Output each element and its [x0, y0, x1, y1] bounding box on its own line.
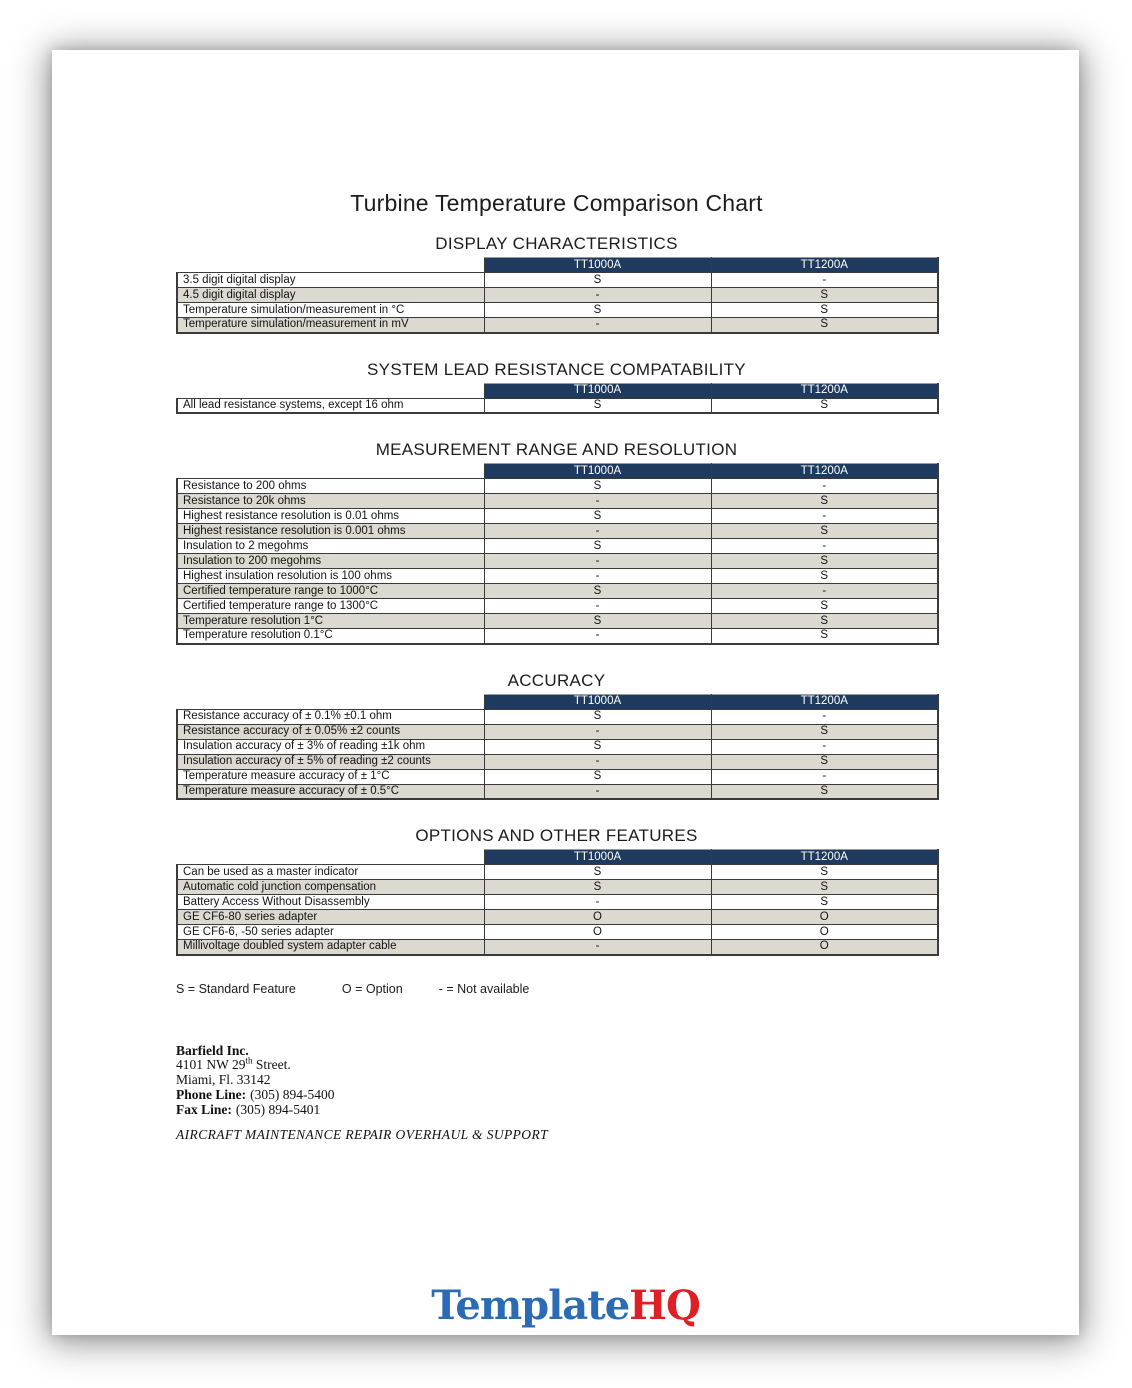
- column-header-tt1200a: TT1200A: [711, 383, 938, 398]
- table-row: [177, 925, 938, 940]
- value-cell: S: [711, 880, 938, 895]
- value-cell: S: [484, 880, 711, 895]
- legend-not-available: - = Not available: [438, 981, 530, 996]
- templatehq-logo: [52, 1282, 1079, 1329]
- value-cell: S: [711, 398, 938, 413]
- table-header-row: [177, 694, 938, 709]
- column-header-tt1000a: TT1000A: [484, 850, 711, 865]
- feature-cell: Certified temperature range to 1000°C: [177, 584, 484, 599]
- value-cell: -: [711, 509, 938, 524]
- table-row: [177, 709, 938, 724]
- comparison-table: [176, 849, 939, 956]
- value-cell: S: [711, 524, 938, 539]
- value-cell: S: [484, 584, 711, 599]
- table-row: [177, 599, 938, 614]
- table-row: [177, 303, 938, 318]
- feature-cell: Temperature resolution 0.1°C: [177, 629, 484, 644]
- document-content: [176, 50, 937, 1143]
- value-cell: S: [711, 494, 938, 509]
- value-cell: S: [711, 288, 938, 303]
- value-cell: S: [484, 539, 711, 554]
- value-cell: S: [711, 318, 938, 333]
- value-cell: O: [711, 910, 938, 925]
- value-cell: S: [711, 865, 938, 880]
- value-cell: S: [484, 709, 711, 724]
- table-row: [177, 739, 938, 754]
- section-measurement-range: [176, 440, 937, 645]
- table-header-row: [177, 464, 938, 479]
- table-row: [177, 629, 938, 644]
- comparison-table: [176, 383, 939, 415]
- table-row: [177, 288, 938, 303]
- feature-cell: 3.5 digit digital display: [177, 273, 484, 288]
- column-header-tt1000a: TT1000A: [484, 694, 711, 709]
- value-cell: -: [484, 629, 711, 644]
- legend-option: O = Option: [341, 981, 403, 996]
- table-row: [177, 539, 938, 554]
- feature-cell: Highest resistance resolution is 0.01 ohms: [177, 509, 484, 524]
- table-row: [177, 910, 938, 925]
- feature-cell: Temperature resolution 1°C: [177, 614, 484, 629]
- table-row: [177, 865, 938, 880]
- table-row: [177, 494, 938, 509]
- column-header-tt1000a: TT1000A: [484, 383, 711, 398]
- feature-cell: 4.5 digit digital display: [177, 288, 484, 303]
- table-row: [177, 509, 938, 524]
- value-cell: O: [484, 910, 711, 925]
- street-address: 4101 NW 29th Street.: [176, 1055, 291, 1073]
- document-page: [52, 50, 1079, 1335]
- address-block: [176, 1044, 937, 1118]
- value-cell: S: [484, 509, 711, 524]
- table-header-row: [177, 383, 938, 398]
- feature-cell: Automatic cold junction compensation: [177, 880, 484, 895]
- value-cell: -: [711, 739, 938, 754]
- section-heading: MEASUREMENT RANGE AND RESOLUTION: [375, 440, 738, 459]
- table-row: [177, 880, 938, 895]
- value-cell: S: [484, 865, 711, 880]
- value-cell: -: [711, 769, 938, 784]
- table-row: [177, 398, 938, 413]
- value-cell: -: [711, 709, 938, 724]
- company-tagline: AIRCRAFT MAINTENANCE REPAIR OVERHAUL & SUPPORT: [176, 1127, 549, 1143]
- value-cell: S: [484, 303, 711, 318]
- value-cell: -: [484, 524, 711, 539]
- value-cell: S: [711, 303, 938, 318]
- value-cell: S: [484, 273, 711, 288]
- corner-cell: [177, 850, 484, 865]
- feature-cell: Can be used as a master indicator: [177, 865, 484, 880]
- value-cell: -: [484, 940, 711, 955]
- value-cell: -: [484, 318, 711, 333]
- table-row: [177, 724, 938, 739]
- feature-cell: Certified temperature range to 1300°C: [177, 599, 484, 614]
- value-cell: O: [484, 925, 711, 940]
- corner-cell: [177, 694, 484, 709]
- value-cell: S: [711, 554, 938, 569]
- table-row: [177, 769, 938, 784]
- value-cell: -: [484, 569, 711, 584]
- corner-cell: [177, 464, 484, 479]
- corner-cell: [177, 258, 484, 273]
- column-header-tt1000a: TT1000A: [484, 464, 711, 479]
- table-row: [177, 318, 938, 333]
- section-accuracy: [176, 671, 937, 801]
- feature-cell: Temperature simulation/measurement in °C: [177, 303, 484, 318]
- page-title: Turbine Temperature Comparison Chart: [350, 190, 763, 216]
- table-header-row: [177, 258, 938, 273]
- value-cell: -: [711, 273, 938, 288]
- fax-line: [176, 1103, 937, 1118]
- feature-cell: Resistance to 20k ohms: [177, 494, 484, 509]
- feature-cell: Insulation to 2 megohms: [177, 539, 484, 554]
- table-row: [177, 940, 938, 955]
- value-cell: -: [484, 288, 711, 303]
- section-options-features: [176, 826, 937, 956]
- comparison-table: [176, 694, 939, 801]
- legend: [176, 982, 937, 996]
- feature-cell: GE CF6-6, -50 series adapter: [177, 925, 484, 940]
- table-row: [177, 554, 938, 569]
- phone-line: [176, 1088, 937, 1103]
- feature-cell: Resistance to 200 ohms: [177, 479, 484, 494]
- value-cell: -: [484, 554, 711, 569]
- value-cell: -: [484, 784, 711, 799]
- value-cell: S: [711, 895, 938, 910]
- column-header-tt1200a: TT1200A: [711, 694, 938, 709]
- city-line: Miami, Fl. 33142: [176, 1072, 271, 1088]
- fax-label: Fax Line:: [176, 1101, 232, 1117]
- column-header-tt1000a: TT1000A: [484, 258, 711, 273]
- feature-cell: Battery Access Without Disassembly: [177, 895, 484, 910]
- value-cell: S: [484, 614, 711, 629]
- section-heading: DISPLAY CHARACTERISTICS: [435, 234, 678, 253]
- table-row: [177, 754, 938, 769]
- feature-cell: Millivoltage doubled system adapter cable: [177, 940, 484, 955]
- table-row: [177, 524, 938, 539]
- value-cell: S: [711, 569, 938, 584]
- value-cell: S: [484, 398, 711, 413]
- value-cell: -: [484, 599, 711, 614]
- column-header-tt1200a: TT1200A: [711, 258, 938, 273]
- company-name: Barfield Inc.: [176, 1042, 249, 1058]
- table-row: [177, 614, 938, 629]
- section-heading: OPTIONS AND OTHER FEATURES: [415, 826, 698, 845]
- feature-cell: Highest insulation resolution is 100 ohms: [177, 569, 484, 584]
- table-row: [177, 895, 938, 910]
- feature-cell: Resistance accuracy of ± 0.1% ±0.1 ohm: [177, 709, 484, 724]
- value-cell: S: [711, 754, 938, 769]
- section-system-lead-resistance: [176, 360, 937, 415]
- feature-cell: Temperature measure accuracy of ± 0.5°C: [177, 784, 484, 799]
- table-row: [177, 479, 938, 494]
- value-cell: -: [484, 724, 711, 739]
- table-row: [177, 784, 938, 799]
- feature-cell: Insulation accuracy of ± 3% of reading ±1k ohm: [177, 739, 484, 754]
- value-cell: S: [484, 479, 711, 494]
- value-cell: S: [484, 739, 711, 754]
- feature-cell: Temperature measure accuracy of ± 1°C: [177, 769, 484, 784]
- value-cell: -: [484, 895, 711, 910]
- feature-cell: GE CF6-80 series adapter: [177, 910, 484, 925]
- value-cell: -: [484, 494, 711, 509]
- value-cell: -: [711, 479, 938, 494]
- table-row: [177, 569, 938, 584]
- section-heading: ACCURACY: [507, 670, 606, 690]
- feature-cell: Insulation to 200 megohms: [177, 554, 484, 569]
- value-cell: S: [484, 769, 711, 784]
- corner-cell: [177, 383, 484, 398]
- value-cell: S: [711, 614, 938, 629]
- ordinal-suffix: th: [245, 1055, 253, 1066]
- value-cell: S: [711, 599, 938, 614]
- value-cell: -: [711, 584, 938, 599]
- logo-text-primary: Template: [431, 1282, 630, 1329]
- value-cell: S: [711, 784, 938, 799]
- value-cell: O: [711, 940, 938, 955]
- feature-cell: Insulation accuracy of ± 5% of reading ±2 counts: [177, 754, 484, 769]
- feature-cell: All lead resistance systems, except 16 ohm: [177, 398, 484, 413]
- legend-standard: S = Standard Feature: [176, 981, 296, 996]
- table-row: [177, 273, 938, 288]
- feature-cell: Highest resistance resolution is 0.001 ohms: [177, 524, 484, 539]
- table-header-row: [177, 850, 938, 865]
- fax-number: (305) 894-5401: [235, 1101, 321, 1117]
- column-header-tt1200a: TT1200A: [711, 850, 938, 865]
- value-cell: -: [711, 539, 938, 554]
- column-header-tt1200a: TT1200A: [711, 464, 938, 479]
- section-display-characteristics: [176, 234, 937, 334]
- feature-cell: Temperature simulation/measurement in mV: [177, 318, 484, 333]
- phone-label: Phone Line:: [176, 1086, 247, 1102]
- value-cell: -: [484, 754, 711, 769]
- logo-text-secondary: HQ: [629, 1282, 700, 1329]
- value-cell: O: [711, 925, 938, 940]
- section-heading: SYSTEM LEAD RESISTANCE COMPATABILITY: [367, 359, 746, 379]
- comparison-table: [176, 463, 939, 645]
- value-cell: S: [711, 629, 938, 644]
- table-row: [177, 584, 938, 599]
- comparison-table: [176, 257, 939, 334]
- value-cell: S: [711, 724, 938, 739]
- feature-cell: Resistance accuracy of ± 0.05% ±2 counts: [177, 724, 484, 739]
- phone-number: (305) 894-5400: [250, 1086, 335, 1102]
